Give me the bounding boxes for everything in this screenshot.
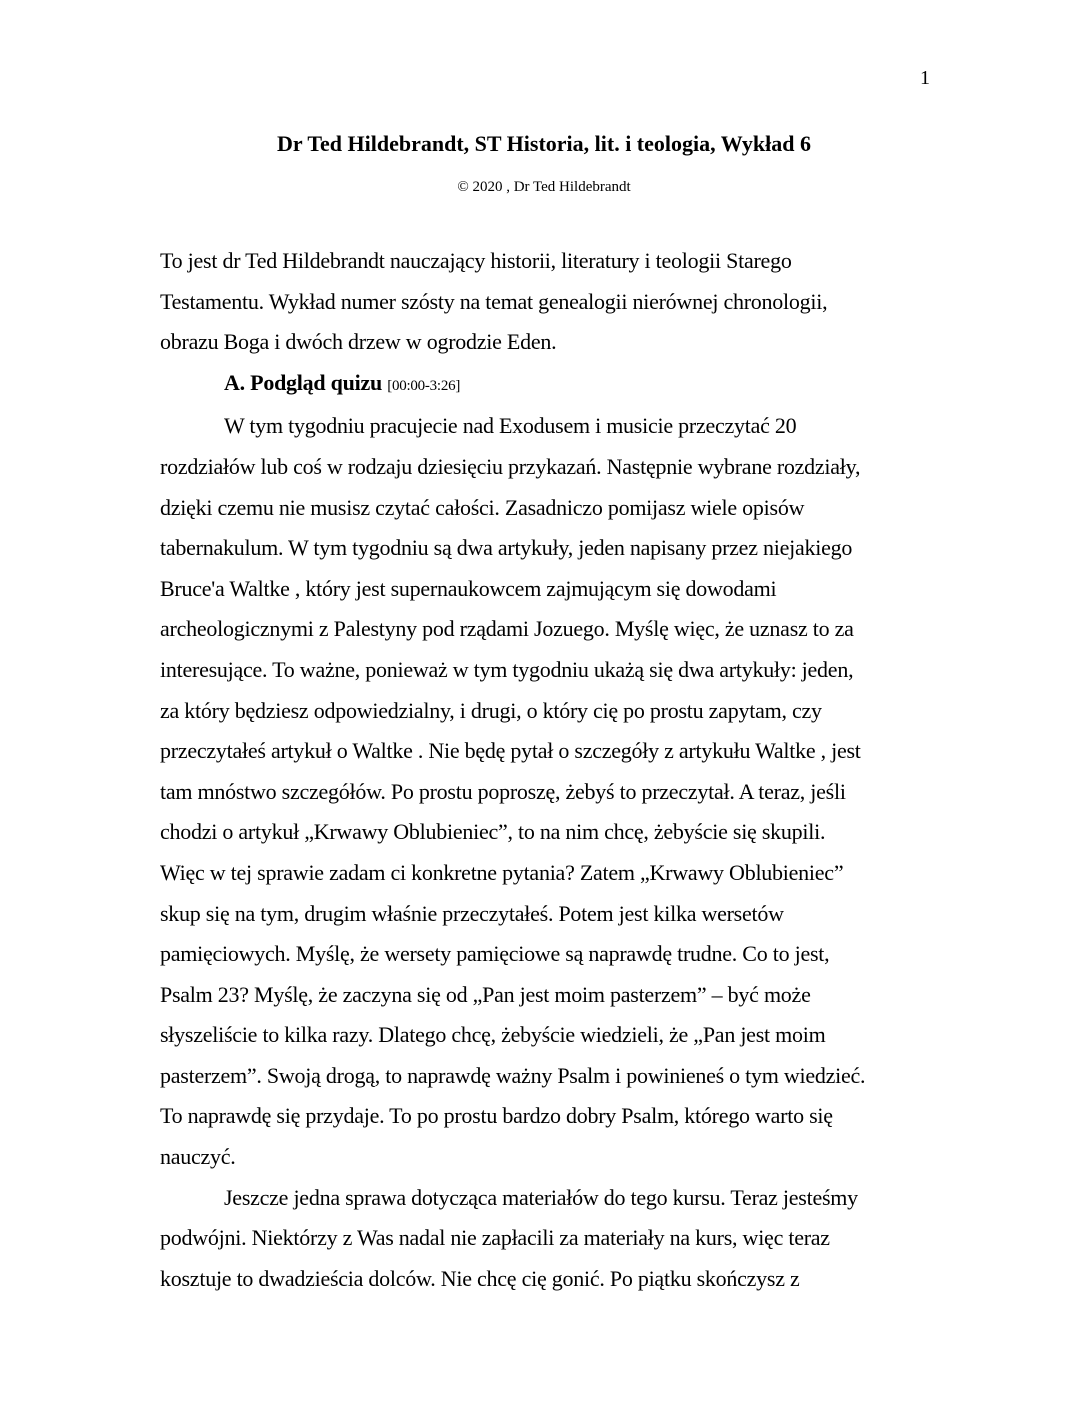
document-body (160, 241, 930, 1299)
intro-paragraph (160, 241, 930, 363)
text-line: pasterzem”. Swoją drogą, to naprawdę ważny Psalm i powinieneś o tym wiedzieć. (160, 1062, 866, 1088)
text-line: przeczytałeś artykuł o Waltke . Nie będę pytał o szczegóły z artykułu Waltke , jest (160, 738, 861, 764)
text-line: Bruce'a Waltke , który jest supernaukowcem zajmującym się dowodami (160, 575, 777, 601)
section-timestamp: [00:00-3:26] (387, 377, 461, 394)
text-line: słyszeliście to kilka razy. Dlatego chcę, żebyście wiedzieli, że „Pan jest moim (160, 1022, 826, 1048)
paragraph-quiz-preview (160, 406, 930, 1177)
text-line: chodzi o artykuł „Krwawy Oblubieniec”, to na nim chcę, żebyście się skupili. (160, 819, 826, 845)
copyright-notice: © 2020 , Dr Ted Hildebrandt (457, 179, 631, 195)
text-line: Testamentu. Wykład numer szósty na temat genealogii nierównej chronologii, (160, 288, 828, 314)
text-line: pamięciowych. Myślę, że wersety pamięciowe są naprawdę trudne. Co to jest, (160, 941, 830, 967)
text-line: archeologicznymi z Palestyny pod rządami Jozuego. Myślę więc, że uznasz to za (160, 616, 854, 642)
text-line: obrazu Boga i dwóch drzew w ogrodzie Eden. (160, 329, 557, 355)
text-line: kosztuje to dwadzieścia dolców. Nie chcę cię gonić. Po piątku skończysz z (160, 1265, 800, 1291)
section-heading-label: A. Podgląd quizu (224, 369, 382, 395)
text-line: dzięki czemu nie musisz czytać całości. Zasadniczo pomijasz wiele opisów (160, 494, 805, 520)
text-line: rozdziałów lub coś w rodzaju dziesięciu przykazań. Następnie wybrane rozdziały, (160, 453, 861, 479)
text-line: tabernakulum. W tym tygodniu są dwa artykuły, jeden napisany przez niejakiego (160, 535, 853, 561)
text-line: To naprawdę się przydaje. To po prostu bardzo dobry Psalm, którego warto się (160, 1103, 833, 1129)
text-line: nauczyć. (160, 1144, 236, 1170)
text-line: podwójni. Niektórzy z Was nadal nie zapłacili za materiały na kurs, więc teraz (160, 1225, 830, 1251)
text-line: interesujące. To ważne, ponieważ w tym tygodniu ukażą się dwa artykuły: jeden, (160, 656, 854, 682)
text-line: tam mnóstwo szczegółów. Po prostu poproszę, żebyś to przeczytał. A teraz, jeśli (160, 778, 846, 804)
page-number: 1 (920, 67, 930, 89)
text-line: skup się na tym, drugim właśnie przeczytałeś. Potem jest kilka wersetów (160, 900, 784, 926)
text-line: za który będziesz odpowiedzialny, i drugi, o który cię po prostu zapytam, czy (160, 697, 822, 723)
document-title: Dr Ted Hildebrandt, ST Historia, lit. i teologia, Wykład 6 (277, 131, 811, 156)
text-line: To jest dr Ted Hildebrandt nauczający historii, literatury i teologii Starego (160, 248, 792, 273)
paragraph-course-materials (160, 1178, 930, 1300)
text-line: Więc w tej sprawie zadam ci konkretne pytania? Zatem „Krwawy Oblubieniec” (160, 859, 844, 885)
text-line: W tym tygodniu pracujecie nad Exodusem i musicie przeczytać 20 (224, 413, 797, 439)
text-line: Psalm 23? Myślę, że zaczyna się od „Pan jest moim pasterzem” – być może (160, 981, 811, 1007)
section-heading (160, 363, 930, 407)
text-line: Jeszcze jedna sprawa dotycząca materiałów do tego kursu. Teraz jesteśmy (224, 1184, 858, 1210)
